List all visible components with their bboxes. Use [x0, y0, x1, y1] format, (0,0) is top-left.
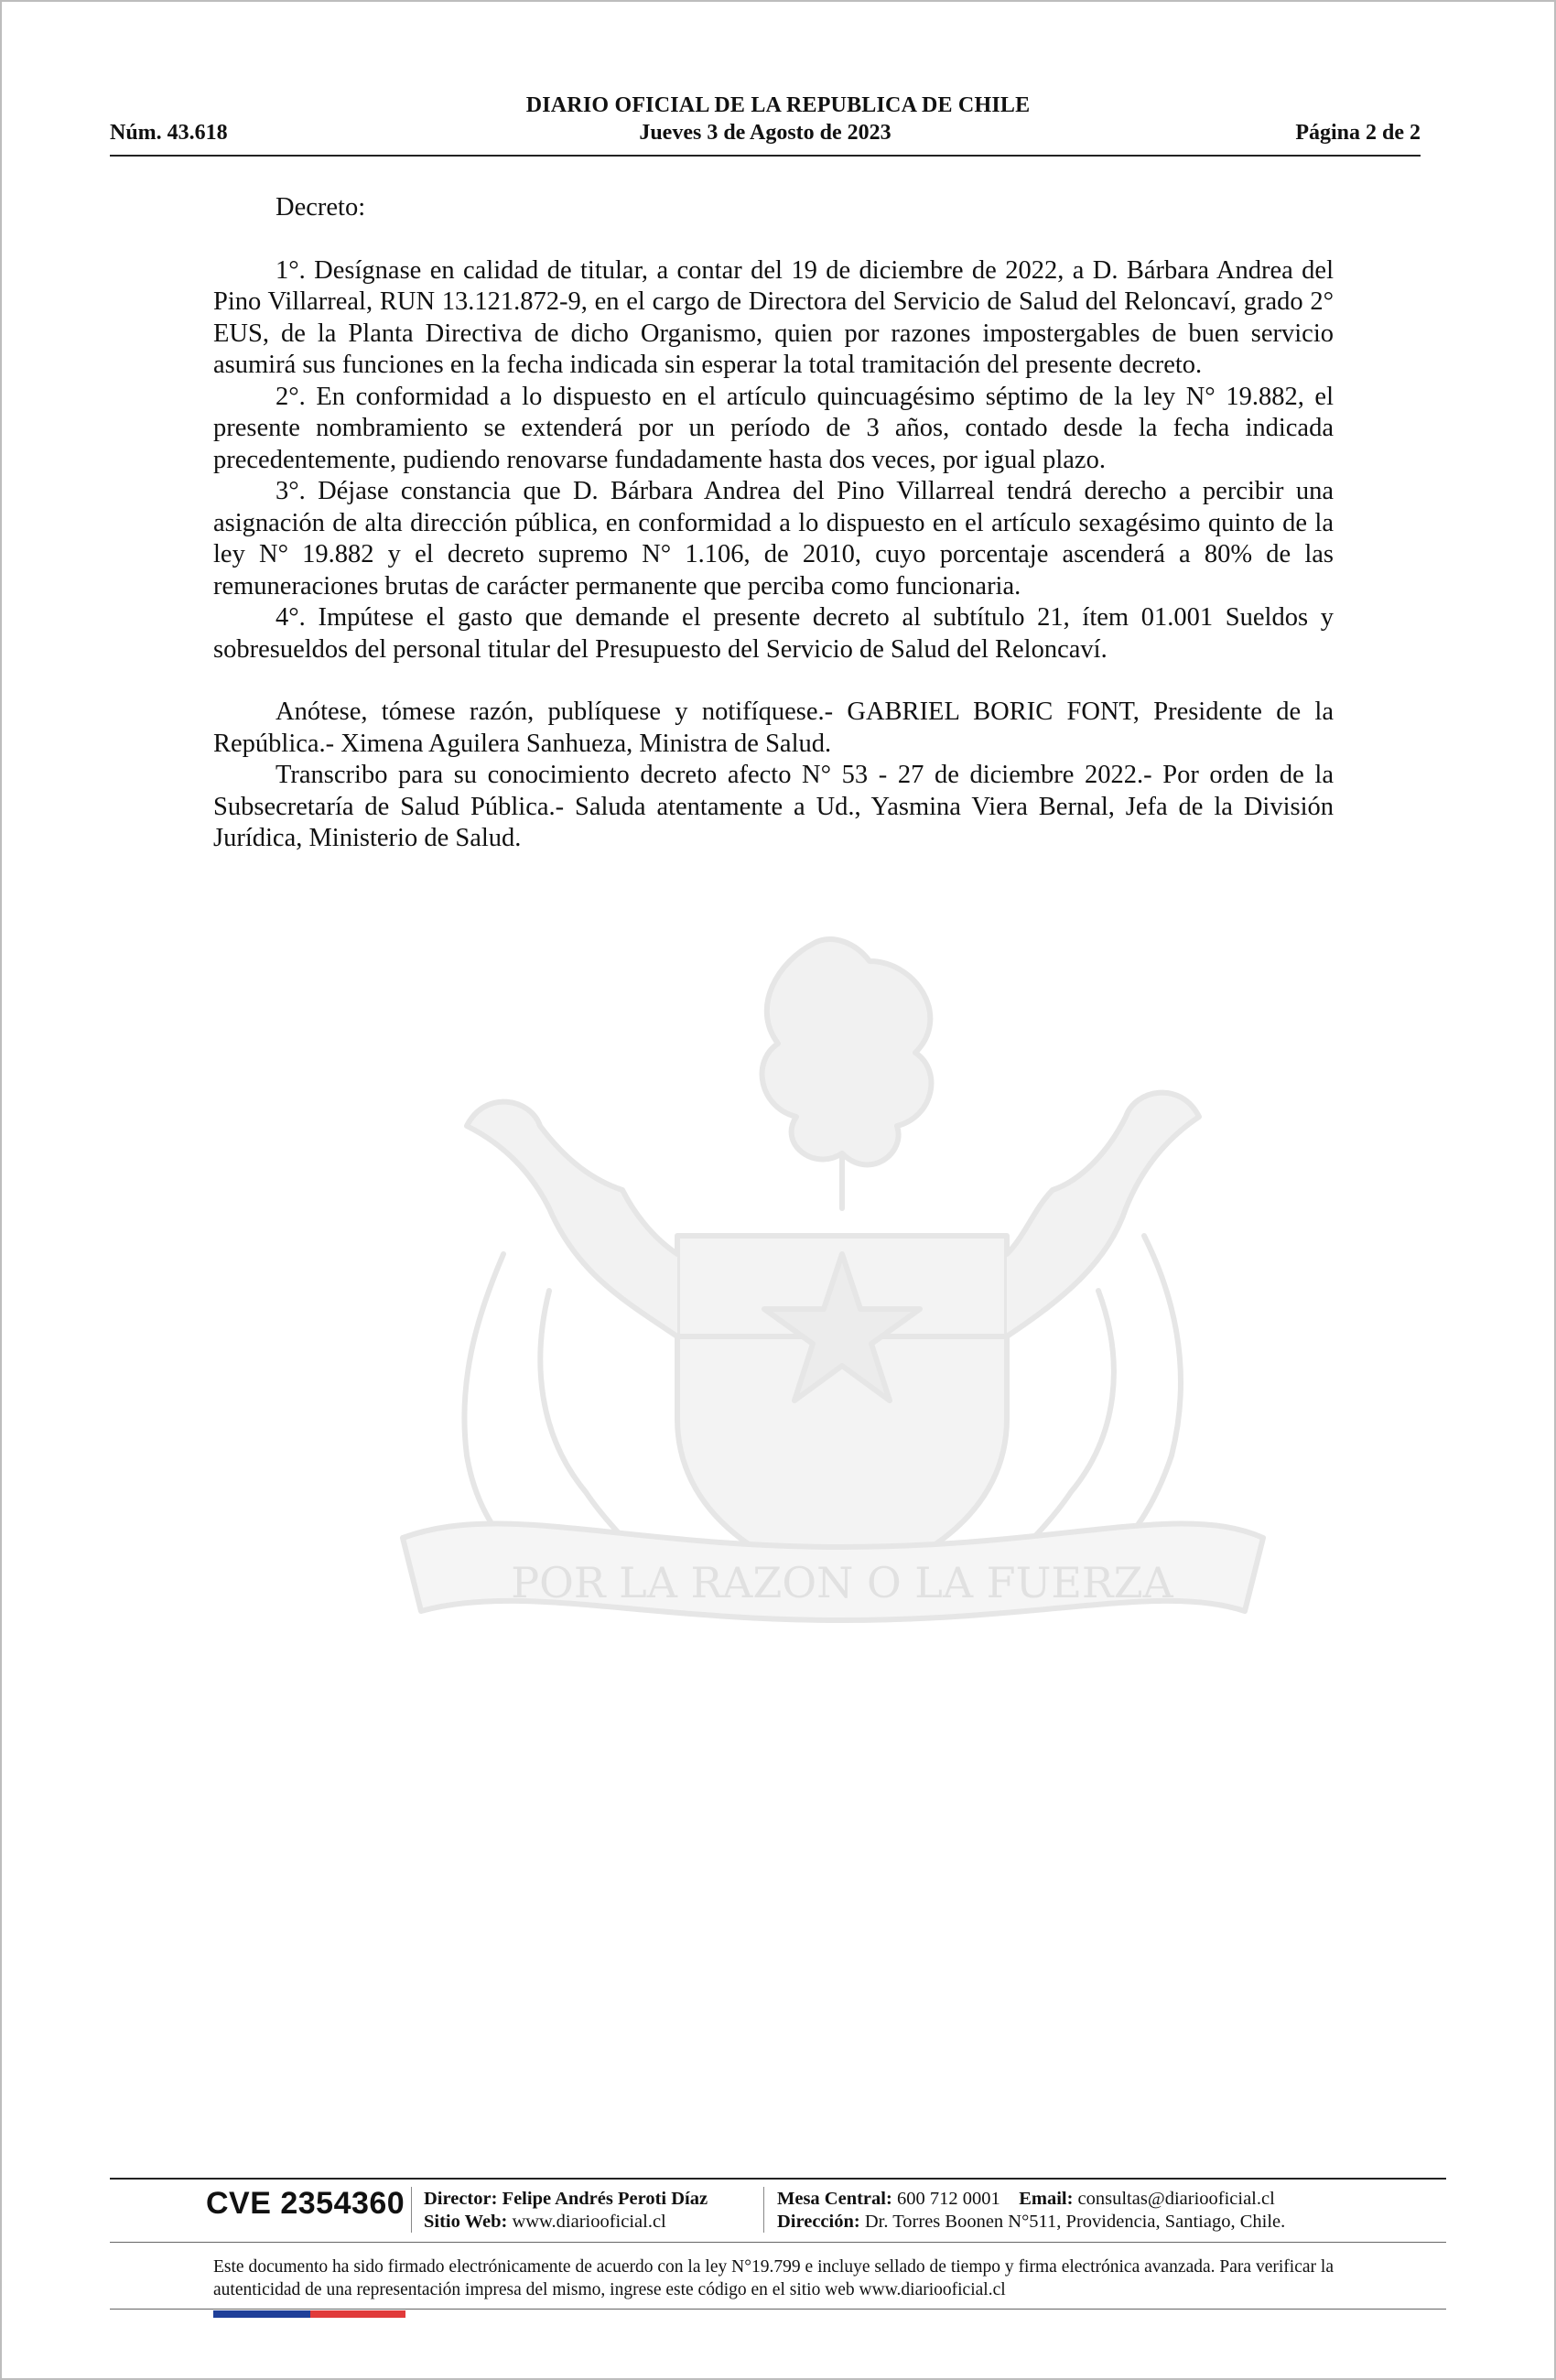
- email-link[interactable]: consultas@diariooficial.cl: [1077, 2189, 1275, 2209]
- flag-red-segment: [310, 2310, 405, 2318]
- footer-director-block: [424, 2188, 708, 2234]
- decree-lead: Decreto:: [276, 193, 366, 222]
- newspaper-title: DIARIO OFICIAL DE LA REPUBLICA DE CHILE: [525, 93, 1031, 117]
- decree-body: [213, 192, 1334, 855]
- footer-top-divider: [110, 2178, 1446, 2180]
- footer-separator: [763, 2187, 764, 2233]
- footer-bottom-divider: [110, 2309, 1446, 2310]
- paragraph-gap: [213, 665, 1334, 697]
- article-1: 1°. Desígnase en calidad de titular, a contar del 19 de diciembre de 2022, a D. Bárbara Andrea del Pino Villarreal, RUN 13.121.872-9, en el cargo de Directora del Servicio de Salud del Reloncaví, grado 2° EUS, de la Planta Directiva de dicho Organismo, quien por razones impostergables de buen servicio asumirá sus funciones en la fecha indicada sin esperar la total tramitación del presente decreto.: [213, 255, 1334, 379]
- transcription-note: Transcribo para su conocimiento decreto afecto N° 53 - 27 de diciembre 2022.- Por orden de la Subsecretaría de Salud Pública.- Saluda atentamente a Ud., Yasmina Viera Bernal, Jefa de la División Jurídica, Ministerio de Salud.: [213, 761, 1334, 852]
- coat-of-arms-watermark: [320, 906, 1327, 1666]
- electronic-signature-note: Este documento ha sido firmado electrónicamente de acuerdo con la ley N°19.799 e incluye sellado de tiempo y firma electrónica avanzada. Para verificar la autenticidad de una representación impresa del mismo, ingrese este código en el sitio web www.diariooficial.cl: [213, 2257, 1334, 2299]
- address-value: Dr. Torres Boonen N°511, Providencia, Santiago, Chile.: [864, 2212, 1286, 2232]
- website-label: Sitio Web:: [424, 2212, 508, 2232]
- issue-number: Núm. 43.618: [110, 121, 228, 145]
- phone-number: 600 712 0001: [896, 2189, 1000, 2209]
- phone-label: Mesa Central:: [777, 2189, 892, 2209]
- article-2: 2°. En conformidad a lo dispuesto en el artículo quincuagésimo séptimo de la ley N° 19.882, el presente nombramiento se extenderá por un período de 3 años, contado desde la fecha indicada precedentemente, pudiendo renovarse fundadamente hasta dos veces, por igual plazo.: [213, 382, 1334, 474]
- director-label: Director:: [424, 2189, 498, 2209]
- address-label: Dirección:: [777, 2212, 860, 2232]
- footer-contact-block: [777, 2188, 1285, 2234]
- email-label: Email:: [1019, 2189, 1074, 2209]
- chile-flag-stripe: [213, 2310, 405, 2318]
- article-4: 4°. Impútese el gasto que demande el presente decreto al subtítulo 21, ítem 01.001 Sueldos y sobresueldos del personal titular del Presupuesto del Servicio de Salud del Reloncaví.: [213, 603, 1334, 664]
- article-3: 3°. Déjase constancia que D. Bárbara Andrea del Pino Villarreal tendrá derecho a percibir una asignación de alta dirección pública, en conformidad a lo dispuesto en el artículo sexagésimo quinto de la ley N° 19.882 y el decreto supremo N° 1.106, de 2010, cuyo porcentaje ascenderá a 80% de las remuneraciones brutas de carácter permanente que perciba como funcionaria.: [213, 477, 1334, 600]
- page-indicator: Página 2 de 2: [1295, 121, 1421, 145]
- footer-separator: [411, 2187, 412, 2233]
- cve-code: CVE 2354360: [206, 2186, 405, 2221]
- issue-date: Jueves 3 de Agosto de 2023: [639, 121, 891, 145]
- header-row: [110, 121, 1421, 148]
- header-divider: [110, 155, 1421, 157]
- flag-blue-segment: [213, 2310, 310, 2318]
- footer-middle-divider: [110, 2242, 1446, 2243]
- watermark-motto: POR LA RAZON O LA FUERZA: [511, 1558, 1173, 1607]
- director-name: Felipe Andrés Peroti Díaz: [502, 2189, 708, 2209]
- website-link[interactable]: www.diariooficial.cl: [512, 2212, 666, 2232]
- closing-signatures: Anótese, tómese razón, publíquese y notifíquese.- GABRIEL BORIC FONT, Presidente de la República.- Ximena Aguilera Sanhueza, Ministra de Salud.: [213, 698, 1334, 758]
